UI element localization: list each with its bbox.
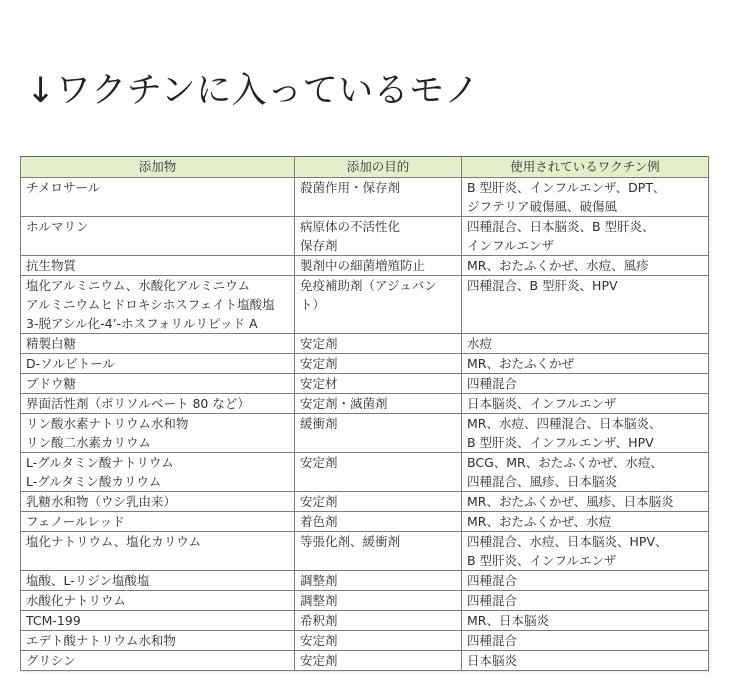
vaccine-examples-cell: 四種混合、水痘、日本脳炎、HPV、 B 型肝炎、インフルエンザ: [462, 532, 709, 571]
table-row: [21, 374, 709, 394]
purpose-cell: 安定剤: [295, 492, 462, 512]
additive-cell: 界面活性剤（ポリソルベート 80 など）: [21, 394, 295, 414]
vaccine-examples-cell: MR、おたふくかぜ、水痘: [462, 512, 709, 532]
table-row: [21, 334, 709, 354]
table-row: [21, 414, 709, 453]
additive-cell: ブドウ糖: [21, 374, 295, 394]
table-row: [21, 631, 709, 651]
purpose-cell: 免疫補助剤（アジュバン ト）: [295, 276, 462, 334]
purpose-cell: 緩衝剤: [295, 414, 462, 453]
table-row: [21, 394, 709, 414]
table-row: [21, 532, 709, 571]
vaccine-examples-cell: 日本脳炎、インフルエンザ: [462, 394, 709, 414]
purpose-cell: 製剤中の細菌増殖防止: [295, 256, 462, 276]
additive-cell: 塩酸、L-リジン塩酸塩: [21, 571, 295, 591]
table-body: [21, 178, 709, 671]
purpose-cell: 病原体の不活性化 保存剤: [295, 217, 462, 256]
purpose-cell: 調整剤: [295, 591, 462, 611]
vaccine-examples-cell: 四種混合、B 型肝炎、HPV: [462, 276, 709, 334]
header-purpose: 添加の目的: [295, 157, 462, 178]
purpose-cell: 等張化剤、緩衝剤: [295, 532, 462, 571]
table-row: [21, 512, 709, 532]
purpose-cell: 希釈剤: [295, 611, 462, 631]
purpose-cell: 安定材: [295, 374, 462, 394]
additive-cell: 塩化ナトリウム、塩化カリウム: [21, 532, 295, 571]
vaccine-examples-cell: BCG、MR、おたふくかぜ、水痘、 四種混合、風疹、日本脳炎: [462, 453, 709, 492]
vaccine-examples-cell: 日本脳炎: [462, 651, 709, 671]
additive-cell: 精製白糖: [21, 334, 295, 354]
additive-cell: 抗生物質: [21, 256, 295, 276]
additive-cell: L-グルタミン酸ナトリウム L-グルタミン酸カリウム: [21, 453, 295, 492]
additive-cell: リン酸水素ナトリウム水和物 リン酸二水素カリウム: [21, 414, 295, 453]
additive-cell: D-ソルビトール: [21, 354, 295, 374]
purpose-cell: 安定剤: [295, 354, 462, 374]
table-row: [21, 178, 709, 217]
additive-cell: TCM-199: [21, 611, 295, 631]
table-header-row: [21, 157, 709, 178]
table-row: [21, 591, 709, 611]
table-row: [21, 492, 709, 512]
table-row: [21, 256, 709, 276]
vaccine-examples-cell: 四種混合: [462, 631, 709, 651]
table-row: [21, 571, 709, 591]
table-row: [21, 354, 709, 374]
additive-cell: ホルマリン: [21, 217, 295, 256]
header-vaccine-examples: 使用されているワクチン例: [462, 157, 709, 178]
additive-cell: グリシン: [21, 651, 295, 671]
additive-cell: 乳糖水和物（ウシ乳由来）: [21, 492, 295, 512]
table-row: [21, 611, 709, 631]
purpose-cell: 安定剤・滅菌剤: [295, 394, 462, 414]
additive-cell: 水酸化ナトリウム: [21, 591, 295, 611]
vaccine-examples-cell: 四種混合: [462, 571, 709, 591]
purpose-cell: 調整剤: [295, 571, 462, 591]
vaccine-examples-cell: MR、おたふくかぜ、水痘、風疹: [462, 256, 709, 276]
table-row: [21, 276, 709, 334]
table-header: [21, 157, 709, 178]
additive-cell: エデト酸ナトリウム水和物: [21, 631, 295, 651]
table-row: [21, 651, 709, 671]
vaccine-examples-cell: B 型肝炎、インフルエンザ、DPT、 ジフテリア破傷風、破傷風: [462, 178, 709, 217]
purpose-cell: 殺菌作用・保存剤: [295, 178, 462, 217]
vaccine-examples-cell: 四種混合: [462, 591, 709, 611]
purpose-cell: 安定剤: [295, 334, 462, 354]
purpose-cell: 安定剤: [295, 631, 462, 651]
vaccine-examples-cell: 四種混合: [462, 374, 709, 394]
vaccine-examples-cell: MR、おたふくかぜ: [462, 354, 709, 374]
vaccine-examples-cell: MR、日本脳炎: [462, 611, 709, 631]
header-additive: 添加物: [21, 157, 295, 178]
table-row: [21, 217, 709, 256]
vaccine-additives-table: [20, 156, 709, 671]
purpose-cell: 安定剤: [295, 651, 462, 671]
table-row: [21, 453, 709, 492]
vaccine-examples-cell: 水痘: [462, 334, 709, 354]
additive-cell: 塩化アルミニウム、水酸化アルミニウム アルミニウムヒドロキシホスフェイト塩酸塩 3-脱アシル化-4’-ホスフォリルリピッド A: [21, 276, 295, 334]
vaccine-examples-cell: MR、おたふくかぜ、風疹、日本脳炎: [462, 492, 709, 512]
purpose-cell: 着色剤: [295, 512, 462, 532]
page-title: ↓ワクチンに入っているモノ: [26, 71, 480, 111]
additive-cell: チメロサール: [21, 178, 295, 217]
vaccine-examples-cell: 四種混合、日本脳炎、B 型肝炎、 インフルエンザ: [462, 217, 709, 256]
vaccine-examples-cell: MR、水痘、四種混合、日本脳炎、 B 型肝炎、インフルエンザ、HPV: [462, 414, 709, 453]
additive-cell: フェノールレッド: [21, 512, 295, 532]
purpose-cell: 安定剤: [295, 453, 462, 492]
